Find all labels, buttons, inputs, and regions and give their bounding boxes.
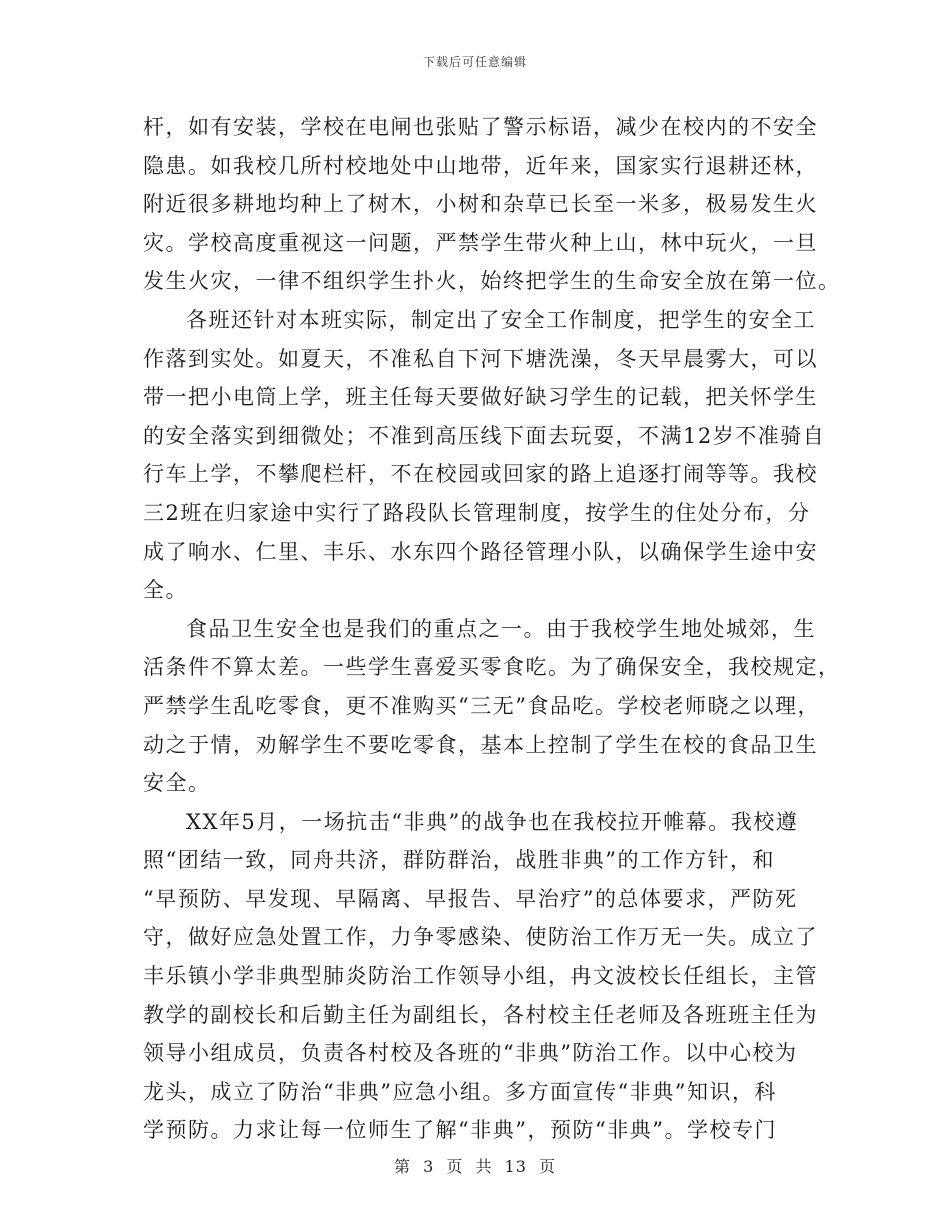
text-line: 活条件不算太差。一些学生喜爱买零食吃。为了确保安全，我校规定， xyxy=(143,655,841,680)
text-line: 附近很多耕地均种上了树木，小树和杂草已长至一米多，极易发生火 xyxy=(143,192,818,217)
text-line: 学预防。力求让每一位师生了解“非典”，预防“非典”。学校专门 xyxy=(143,1118,777,1143)
text-line: 行车上学，不攀爬栏杆，不在校园或回家的路上追逐打闹等等。我校 xyxy=(143,462,818,487)
text-line: 三2班在归家途中实行了路段队长管理制度，按学生的住处分布，分 xyxy=(143,500,811,525)
text-line: 作落到实处。如夏天，不准私自下河下塘洗澡，冬天早晨雾大，可以 xyxy=(143,346,818,371)
text-line: 成了响水、仁里、丰乐、水东四个路径管理小队，以确保学生途中安 xyxy=(143,539,818,564)
text-line: 全。 xyxy=(143,578,188,603)
text-line: 丰乐镇小学非典型肺炎防治工作领导小组，冉文波校长任组长，主管 xyxy=(143,964,818,989)
text-line: 守，做好应急处置工作，力争零感染、使防治工作万无一失。成立了 xyxy=(143,925,818,950)
text-line: 杆，如有安装，学校在电闸也张贴了警示标语，减少在校内的不安全 xyxy=(143,115,818,139)
text-line: 照“团结一致，同舟共济，群防群治，战胜非典”的工作方针，和 xyxy=(143,848,775,873)
paragraph-first-line: 食品卫生安全也是我们的重点之一。由于我校学生地处城郊，生 xyxy=(186,616,816,641)
page-header: 下载后可任意编辑 xyxy=(422,55,527,69)
text-line: 发生火灾，一律不组织学生扑火，始终把学生的生命安全放在第一位。 xyxy=(143,269,841,294)
document-body xyxy=(143,108,841,1150)
text-line: 安全。 xyxy=(143,771,211,796)
text-line: 的安全落实到细微处；不准到高压线下面去玩耍，不满12岁不准骑自 xyxy=(143,423,826,448)
text-line: 带一把小电筒上学，班主任每天要做好缺习学生的记载，把关怀学生 xyxy=(143,385,818,410)
text-line: 龙头，成立了防治“非典”应急小组。多方面宣传“非典”知识，科 xyxy=(143,1079,777,1104)
text-line: 领导小组成员，负责各村校及各班的“非典”防治工作。以中心校为 xyxy=(143,1041,798,1066)
text-line: 灾。学校高度重视这一问题，严禁学生带火种上山，林中玩火，一旦 xyxy=(143,230,818,255)
paragraph-first-line: XX年5月，一场抗击“非典”的战争也在我校拉开帷幕。我校遵 xyxy=(186,809,799,834)
text-line: 隐患。如我校几所村校地处中山地带，近年来，国家实行退耕还林， xyxy=(143,153,818,178)
text-line: “早预防、早发现、早隔离、早报告、早治疗”的总体要求，严防死 xyxy=(143,886,798,911)
text-line: 教学的副校长和后勤主任为副组长，各村校主任老师及各班班主任为 xyxy=(143,1002,818,1027)
text-line: 严禁学生乱吃零食，更不准购买“三无”食品吃。学校老师晓之以理， xyxy=(143,693,820,718)
text-line: 动之于情，劝解学生不要吃零食，基本上控制了学生在校的食品卫生 xyxy=(143,732,818,757)
paragraph-first-line: 各班还针对本班实际，制定出了安全工作制度，把学生的安全工 xyxy=(186,307,816,332)
page-footer: 第 3 页 共 13 页 xyxy=(394,1157,556,1176)
